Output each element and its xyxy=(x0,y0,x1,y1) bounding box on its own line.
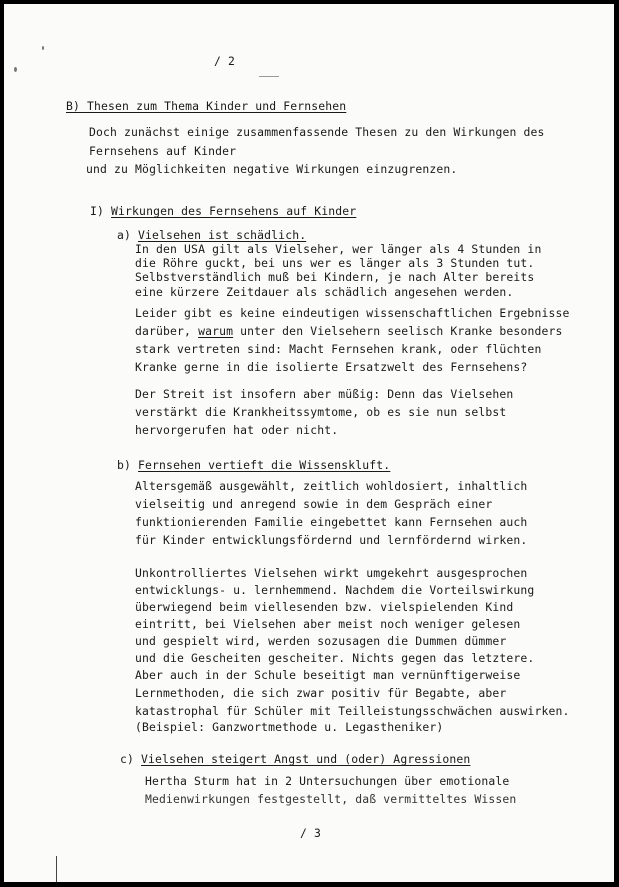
page-number-top: / 2 xyxy=(214,54,236,68)
paragraph-line: Aber auch in der Schule beseitigt man vernünftigerweise xyxy=(135,668,521,682)
paragraph-line: und gespielt wird, werden sozusagen die Dummen dümmer xyxy=(135,634,507,648)
paragraph-line: Der Streit ist insofern aber müßig: Denn das Vielsehen xyxy=(135,387,514,401)
paragraph-line: die Röhre guckt, bei uns wer es länger als 3 Stunden tut. xyxy=(135,256,535,270)
paragraph-line: Hertha Sturm hat in 2 Untersuchungen über emotionale xyxy=(145,774,510,788)
paragraph-line: stark vertreten sind: Macht Fernsehen krank, oder flüchten xyxy=(135,342,542,356)
paragraph-line: funktionierenden Familie eingebettet kann Fernsehen auch xyxy=(135,515,528,529)
intro-line: Fernsehens auf Kinder xyxy=(89,144,237,158)
paragraph-line: Leider gibt es keine eindeutigen wissenschaftlichen Ergebnisse xyxy=(135,306,570,320)
paragraph-line: eintritt, bei Vielsehen aber meist noch weniger gelesen xyxy=(135,617,521,631)
point-heading-c xyxy=(120,750,470,768)
paragraph-line: und die Gescheiten gescheiter. Nichts gegen das letztere. xyxy=(135,651,535,665)
paragraph-line: Medienwirkungen festgestellt, daß vermitteltes Wissen xyxy=(145,792,517,806)
section-heading-b: B) Thesen zum Thema Kinder und Fernsehen xyxy=(66,99,347,113)
paragraph-line: (Beispiel: Ganzwortmethode u. Legastheniker) xyxy=(135,720,444,734)
subsection-number: I) xyxy=(90,204,105,218)
paragraph-line: vielseitig und anregend sowie in dem Gespräch einer xyxy=(135,497,493,511)
paragraph-line: überwiegend beim viellesenden bzw. vielspielenden Kind xyxy=(135,600,514,614)
paragraph-line: eine kürzere Zeitdauer als schädlich angesehen werden. xyxy=(135,285,514,299)
paragraph-line: katastrophal für Schüler mit Teilleistungsschwächen auswirken. xyxy=(135,704,570,718)
paragraph-line: Selbstverständlich muß bei Kindern, je nach Alter bereits xyxy=(135,270,535,284)
point-title: Vielsehen steigert Angst und (oder) Agressionen xyxy=(141,752,471,766)
paragraph-line: entwicklungs- u. lernhemmend. Nachdem die Vorteilswirkung xyxy=(135,583,535,597)
intro-line: und zu Möglichkeiten negative Wirkungen einzugrenzen. xyxy=(86,162,458,176)
point-title: Fernsehen vertieft die Wissenskluft. xyxy=(138,458,391,472)
paragraph-line: Kranke gerne in die isolierte Ersatzwelt des Fernsehens? xyxy=(135,360,528,374)
paragraph-line: In den USA gilt als Vielseher, wer länger als 4 Stunden in xyxy=(135,242,542,256)
underlined-word: warum xyxy=(198,324,234,338)
document-page xyxy=(4,4,614,882)
paragraph-line: Unkontrolliertes Vielsehen wirkt umgekehrt ausgesprochen xyxy=(135,566,528,580)
paragraph-line: verstärkt die Krankheitssymtome, ob es sie nun selbst xyxy=(135,405,507,419)
paragraph-line: hervorgerufen hat oder nicht. xyxy=(135,423,339,437)
header-dash xyxy=(259,76,279,77)
scan-edge-mark xyxy=(56,856,57,882)
paragraph-line: darüber, warum unter den Vielsehern seelisch Kranke besonders xyxy=(135,324,563,338)
page-number-bottom: / 3 xyxy=(300,826,322,840)
intro-line: Doch zunächst einige zusammenfassende Thesen zu den Wirkungen des xyxy=(89,125,545,139)
paragraph-line: Altersgemäß ausgewählt, zeitlich wohldosiert, inhaltlich xyxy=(135,479,528,493)
point-title: Vielsehen ist schädlich. xyxy=(138,228,307,242)
paragraph-line: Lernmethoden, die sich zwar positiv für Begabte, aber xyxy=(135,686,507,700)
scan-speck xyxy=(14,67,17,72)
scan-speck xyxy=(42,46,44,50)
point-letter: a) xyxy=(117,228,132,242)
point-letter: c) xyxy=(120,752,135,766)
point-letter: b) xyxy=(117,458,132,472)
subsection-heading-i xyxy=(90,202,356,220)
point-heading-b xyxy=(117,456,390,474)
paragraph-line: für Kinder entwicklungsfördernd und lernfördernd wirken. xyxy=(135,533,528,547)
subsection-title: Wirkungen des Fernsehens auf Kinder xyxy=(111,204,357,218)
